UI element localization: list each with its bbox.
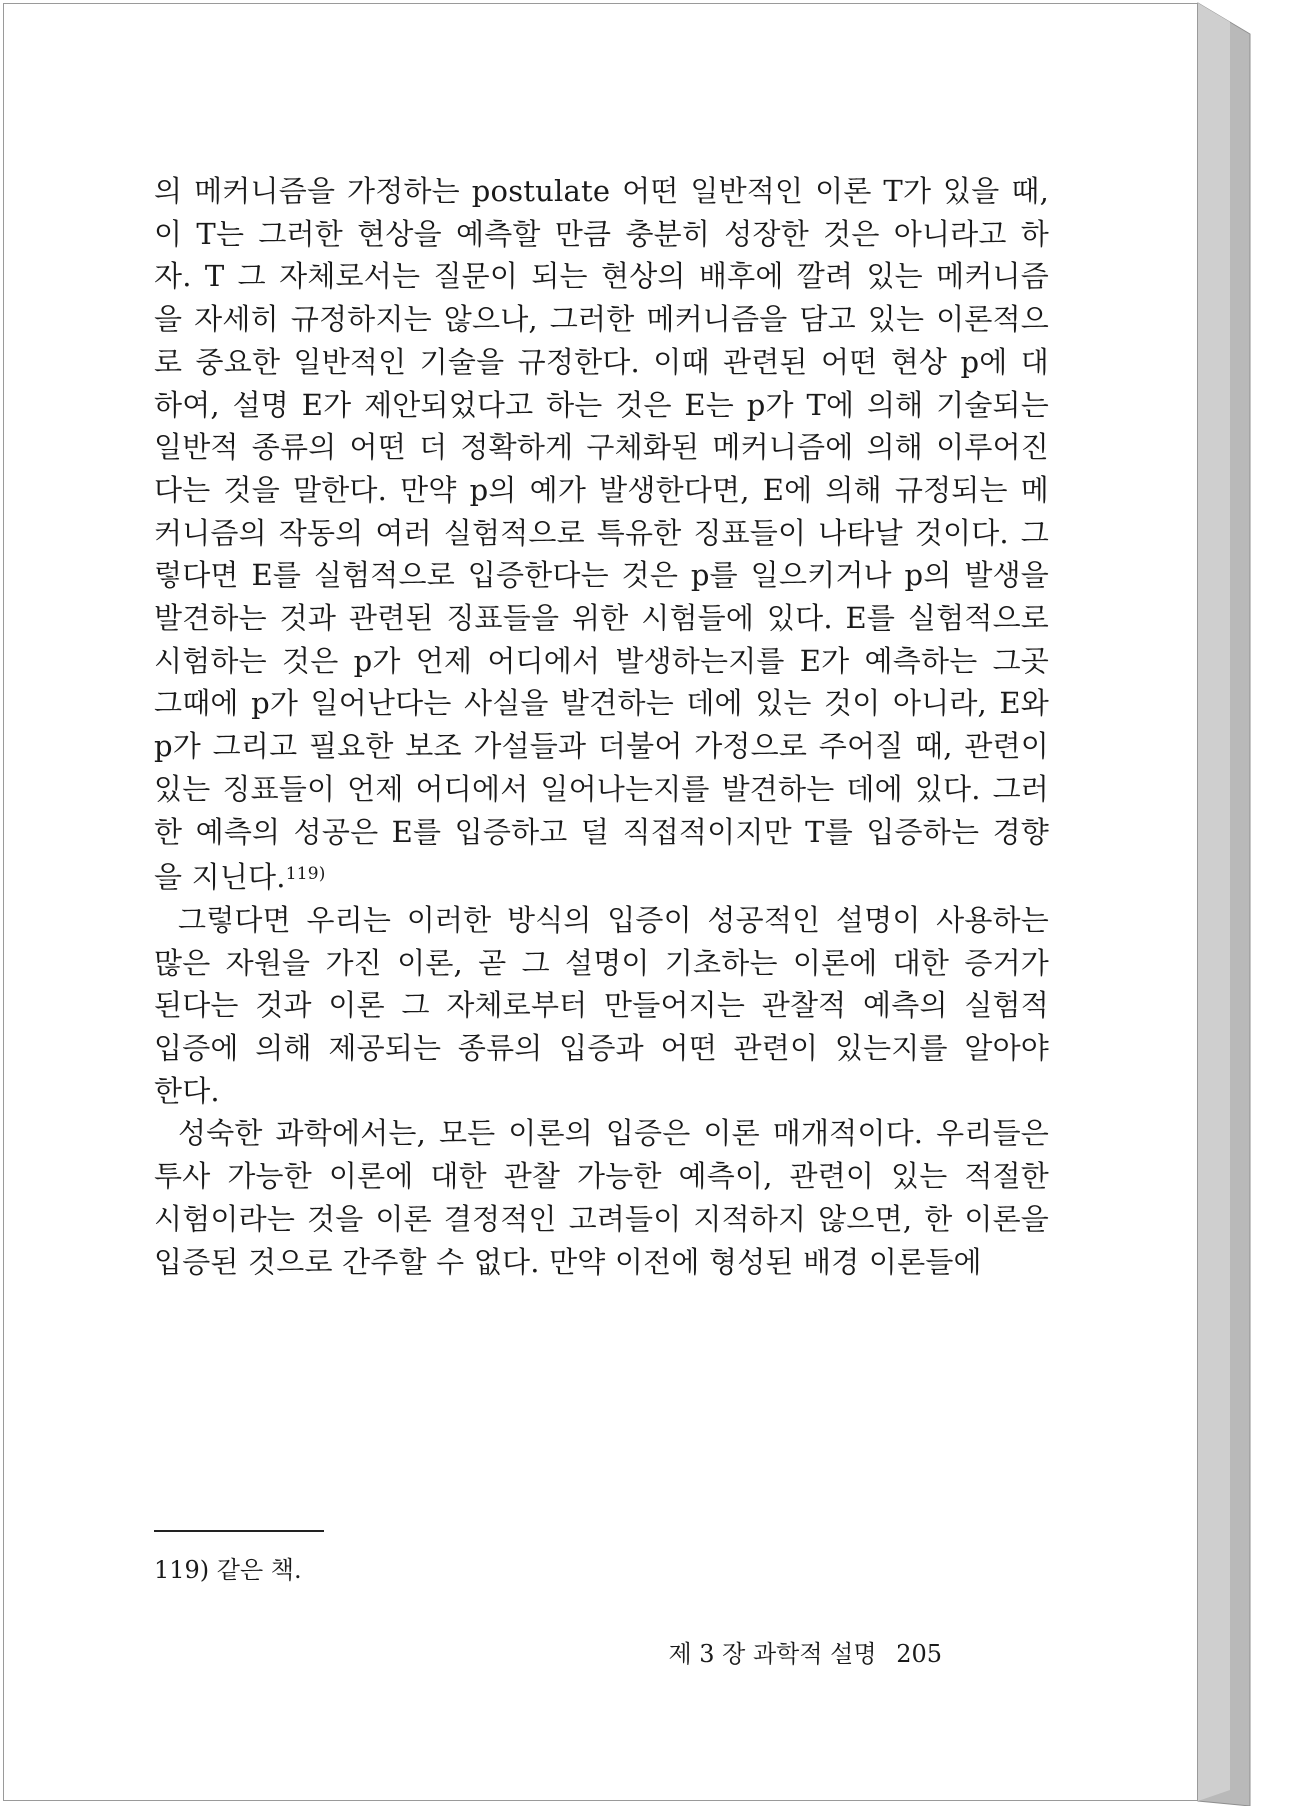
text-line-content: 한 예측의 성공은 E를 입증하고 덜 직접적이지만 T를 입증하는 경향 xyxy=(154,814,1049,849)
page-number: 205 xyxy=(896,1640,942,1668)
text-line-content: 발견하는 것과 관련된 징표들을 위한 시험들에 있다. E를 실험적으로 xyxy=(154,601,1049,636)
text-line-content: 한다. xyxy=(154,1073,220,1108)
text-line xyxy=(154,984,1049,1027)
text-line xyxy=(154,597,1049,640)
text-line-content: 커니즘의 작동의 여러 실험적으로 특유한 징표들이 나타날 것이다. 그 xyxy=(154,515,1049,550)
text-line xyxy=(154,512,1049,555)
text-line-content: p가 그리고 필요한 보조 가설들과 더불어 가정으로 주어질 때, 관련이 xyxy=(154,729,1049,764)
text-line xyxy=(154,899,1049,942)
text-line xyxy=(154,554,1049,597)
text-line xyxy=(154,213,1049,256)
text-line-content: 이 T는 그러한 현상을 예측할 만큼 충분히 성장한 것은 아니라고 하 xyxy=(154,216,1049,251)
text-line xyxy=(154,942,1049,985)
text-line-content: 입증된 것으로 간주할 수 없다. 만약 이전에 형성된 배경 이론들에 xyxy=(154,1244,982,1279)
text-line-content: 다는 것을 말한다. 만약 p의 예가 발생한다면, E에 의해 규정되는 메 xyxy=(154,472,1049,507)
text-line-content: 렇다면 E를 실험적으로 입증한다는 것은 p를 일으키거나 p의 발생을 xyxy=(154,558,1049,593)
text-line xyxy=(154,640,1049,683)
text-line-content: 많은 자원을 가진 이론, 곧 그 설명이 기초하는 이론에 대한 증거가 xyxy=(154,945,1049,980)
text-line xyxy=(154,298,1049,341)
text-line xyxy=(154,255,1049,298)
text-line xyxy=(154,469,1049,512)
chapter-title: 제 3 장 과학적 설명 xyxy=(668,1640,877,1668)
text-line xyxy=(154,682,1049,725)
text-line xyxy=(154,853,1049,899)
text-line xyxy=(154,1112,1049,1155)
text-line-content: 로 중요한 일반적인 기술을 규정한다. 이때 관련된 어떤 현상 p에 대 xyxy=(154,344,1049,379)
footnote-divider xyxy=(154,1530,324,1532)
text-line xyxy=(154,341,1049,384)
text-line-content: 그렇다면 우리는 이러한 방식의 입증이 성공적인 설명이 사용하는 xyxy=(178,902,1049,937)
text-line-content: 시험하는 것은 p가 언제 어디에서 발생하는지를 E가 예측하는 그곳 xyxy=(154,643,1049,678)
text-line-content: 그때에 p가 일어난다는 사실을 발견하는 데에 있는 것이 아니라, E와 xyxy=(154,686,1049,721)
body-text xyxy=(154,170,1049,1283)
text-line-content: 투사 가능한 이론에 대한 관찰 가능한 예측이, 관련이 있는 적절한 xyxy=(154,1159,1049,1194)
text-line xyxy=(154,426,1049,469)
text-line xyxy=(154,1070,1049,1113)
text-line-content: 시험이라는 것을 이론 결정적인 고려들이 지적하지 않으면, 한 이론을 xyxy=(154,1201,1049,1236)
text-line-content: 일반적 종류의 어떤 더 정확하게 구체화된 메커니즘에 의해 이루어진 xyxy=(154,430,1049,465)
text-line-content: 의 메커니즘을 가정하는 postulate 어떤 일반적인 이론 T가 있을 때, xyxy=(154,174,1049,208)
text-line xyxy=(154,1027,1049,1070)
text-line-content: 입증에 의해 제공되는 종류의 입증과 어떤 관련이 있는지를 알아야 xyxy=(154,1031,1049,1066)
text-line xyxy=(154,1155,1049,1198)
text-line xyxy=(154,170,1049,213)
text-line xyxy=(154,725,1049,768)
footnote: 119) 같은 책. xyxy=(154,1556,302,1584)
text-line-content: 된다는 것과 이론 그 자체로부터 만들어지는 관찰적 예측의 실험적 xyxy=(154,988,1049,1023)
text-line-content: 자. T 그 자체로서는 질문이 되는 현상의 배후에 깔려 있는 메커니즘 xyxy=(154,259,1049,294)
text-line xyxy=(154,811,1049,854)
footnote-reference[interactable]: 119) xyxy=(285,864,326,885)
text-line-content: 있는 징표들이 언제 어디에서 일어나는지를 발견하는 데에 있다. 그러 xyxy=(154,771,1049,806)
running-footer xyxy=(668,1634,942,1669)
text-line xyxy=(154,384,1049,427)
text-line xyxy=(154,768,1049,811)
text-line-content: 을 지닌다. xyxy=(154,860,286,895)
text-line-content: 하여, 설명 E가 제안되었다고 하는 것은 E는 p가 T에 의해 기술되는 xyxy=(154,387,1049,422)
text-line xyxy=(154,1198,1049,1241)
page-sheet xyxy=(3,3,1198,1801)
text-line-content: 을 자세히 규정하지는 않으나, 그러한 메커니즘을 담고 있는 이론적으 xyxy=(154,302,1049,337)
text-line-content: 성숙한 과학에서는, 모든 이론의 입증은 이론 매개적이다. 우리들은 xyxy=(178,1116,1049,1151)
text-line xyxy=(154,1241,1049,1284)
